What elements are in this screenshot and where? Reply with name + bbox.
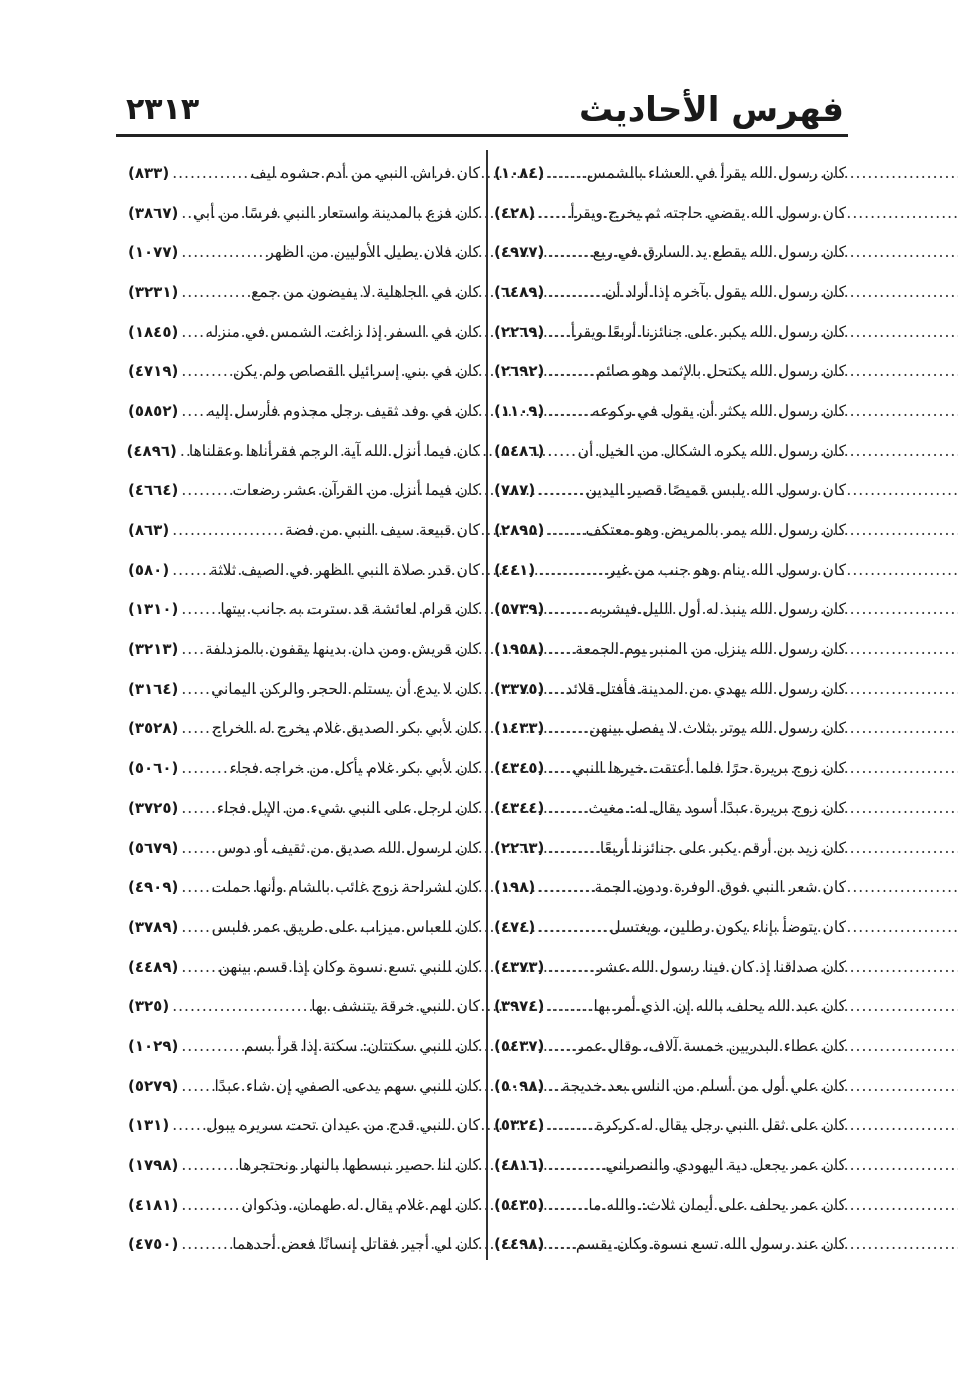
dot-leader (181, 1037, 240, 1055)
entry-text: كان فيما أنزل الله آية الرجم فقرأناها وعقلناها (188, 441, 480, 460)
entry-ref-number: (٤٤٩٨) (494, 1235, 545, 1254)
entry-text: كان على ثقل النبي رجل يقال له كركرة (595, 1116, 846, 1135)
entry-text: كان لشراحة زوج غائب بالشام وأنها حملت (211, 878, 480, 897)
entry-ref-number: (٤٨٩٦) (126, 441, 177, 460)
entry-text: كان رسول الله يقرأ في العشاء بالشمس (586, 163, 846, 182)
dot-leader (181, 1196, 238, 1214)
entry-ref-number: (٣٢٣١) (128, 282, 179, 301)
entry-ref-number: (٤٣٤٥) (494, 759, 545, 778)
dot-leader (181, 1156, 235, 1174)
dot-leader (181, 719, 209, 737)
index-entry (128, 272, 480, 312)
dot-leader (181, 918, 208, 936)
entry-ref-number: (٤١٨١) (128, 1195, 179, 1214)
entry-text: كان رسول الله يمر بالمريض وهو معتكف (585, 521, 846, 540)
entry-text: كان رسول الله يقضي حاجته ثم يخرج ويقرأ (570, 203, 846, 222)
entry-ref-number: (١٣١٠) (128, 600, 179, 619)
entry-text: كان رسول الله ينام وهو جنب من غير (607, 560, 846, 579)
entry-ref-number: (٥٠٩٨) (494, 1076, 545, 1095)
entry-ref-number: (٥٢٧٩) (128, 1076, 179, 1095)
entry-ref-number: (١٠٨٤) (494, 163, 545, 182)
index-entry (128, 669, 480, 709)
dot-leader (180, 442, 186, 460)
entry-ref-number: (٢٢٦٣) (494, 838, 545, 857)
entry-text: كان لرجل على النبي شيء من الإبل فجاء (216, 798, 480, 817)
entry-text: كان عبد الله يحلف بالله إن الذي أمر بها (593, 997, 846, 1016)
entry-text: كان فلان يطيل الأوليين من الظهر (266, 243, 480, 262)
dot-leader (172, 997, 308, 1015)
dot-leader (181, 799, 214, 817)
index-entry (128, 391, 480, 431)
entry-ref-number: (٥٧٣٩) (494, 600, 545, 619)
index-entry (128, 788, 480, 828)
entry-ref-number: (٥٨٠) (128, 560, 170, 579)
entry-text: كان علي أول من أسلم من الناس بعد خديجة (562, 1076, 846, 1095)
entry-ref-number: (٥٤٣٥) (494, 1195, 545, 1214)
entry-text: كان رسول الله يكتحل بالإثمد وهو صائم (595, 362, 846, 381)
index-entry (128, 510, 480, 550)
entry-ref-number: (٣٢١٣) (128, 640, 179, 659)
entry-text: كان عند رسول الله تسع نسوة وكان يقسم (575, 1235, 846, 1254)
entry-text: كان في السفر إذا زاغت الشمس في منزله (205, 322, 480, 341)
index-entry (128, 907, 480, 947)
entry-text: كان رسول الله يقول بآخره إذا أراد أن (604, 282, 846, 301)
dot-leader (181, 402, 204, 420)
index-entry (128, 947, 480, 987)
index-entry (128, 1106, 480, 1146)
dot-leader (172, 521, 282, 539)
index-entry (128, 867, 480, 907)
entry-ref-number: (٣٩٧٤) (494, 997, 545, 1016)
dot-leader (181, 839, 214, 857)
entry-text: كان زوج بريرة عبدًا أسود يقال له: مغيث (588, 798, 846, 817)
entry-ref-number: (١٧٩٨) (128, 1156, 179, 1175)
page-header (118, 88, 846, 132)
entry-text: كان رسول الله يوتر بثلاث لا يفصل بينهن (589, 719, 846, 738)
entry-text: كان لي أجير فقاتل إنسانًا فعض أحدهما (232, 1235, 480, 1254)
index-entry (128, 193, 480, 233)
index-entry (128, 1185, 480, 1225)
entry-ref-number: (١٠٧٧) (128, 243, 179, 262)
entry-text: كان فزع بالمدينة واستعار النبي فرسًا من أبي (192, 203, 480, 222)
index-entry (128, 1225, 480, 1265)
entry-text: كان قدر صلاة النبي الظهر في الصيف ثلاثة (210, 560, 480, 579)
page-number: ٢٣١٣ (126, 92, 200, 127)
dot-leader (181, 323, 202, 341)
dot-leader (172, 561, 207, 579)
entry-ref-number: (٥٦٧٩) (128, 838, 179, 857)
entry-ref-number: (٨٣٣) (128, 163, 170, 182)
entry-text: كان رسول الله يلبس قميصًا قصير اليدين (585, 481, 846, 500)
entry-text: كان رسول الله يكثر أن يقول في ركوعه (591, 401, 846, 420)
dot-leader (181, 283, 248, 301)
entry-ref-number: (٤٦٦٤) (128, 481, 179, 500)
entry-ref-number: (٤٩٠٩) (128, 878, 179, 897)
entry-text: كان لنا حصير نبسطها بالنهار ونحتجرها (238, 1156, 480, 1175)
entry-ref-number: (٥٠٦٠) (128, 759, 179, 778)
entry-text: كان قبيعة سيف النبي من فضة (285, 521, 480, 540)
entry-ref-number: (٤٣٧٣) (494, 957, 545, 976)
index-entry (128, 1145, 480, 1185)
entry-ref-number: (١٨٤٥) (128, 322, 179, 341)
entry-text: كان رسول الله يقطع يد السارق في ربع (592, 243, 846, 262)
entry-text: كان رسول الله يهدي من المدينة فأفتل قلائد (565, 679, 846, 698)
entry-ref-number: (٤٤٨٩) (128, 957, 179, 976)
entry-ref-number: (٧٨٧) (494, 481, 536, 500)
entry-text: كان زوج بريرة حرًا فلما أعتقت خيرها النبي (572, 759, 846, 778)
index-entry (128, 232, 480, 272)
entry-text: كان عمر يجعل دية اليهودي والنصراني (605, 1156, 846, 1175)
entry-ref-number: (٤٣٤٤) (494, 798, 545, 817)
index-entry (128, 748, 480, 788)
entry-text: كان رسول الله ينزل من المنبر يوم الجمعة (575, 640, 846, 659)
entry-text: كان للنبي تسع نسوة وكان إذا قسم بينهن (218, 957, 480, 976)
dot-leader (172, 1116, 203, 1134)
dot-leader (181, 640, 202, 658)
entry-text: كان عطاء البدريين خمسة آلاف، وقال عمر (576, 1036, 846, 1055)
entry-ref-number: (٤٧١٩) (128, 362, 179, 381)
entry-ref-number: (٣٧٨٩) (128, 917, 179, 936)
index-entry (128, 709, 480, 749)
right-column (494, 153, 846, 1264)
index-entry (128, 550, 480, 590)
entry-text: كان للعباس ميزاب على طريق عمر فلبس (211, 917, 480, 936)
entry-text: كان لأبي بكر غلام يأكل من خراجه فجاء (229, 759, 480, 778)
dot-leader (181, 481, 229, 499)
entry-ref-number: (٥٤٨٦) (494, 441, 545, 460)
entry-ref-number: (٤٨١٦) (494, 1156, 545, 1175)
entry-text: كان في وفد ثقيف رجل مجذوم فأرسل إليه (207, 401, 480, 420)
entry-text: كان قريش ومن دان بدينها يقفون بالمزدلفة (204, 640, 480, 659)
dot-leader (181, 243, 263, 261)
index-entry (128, 312, 480, 352)
entry-text: كان للنبي سكتتان: سكتة إذا قرأ بسم (243, 1036, 480, 1055)
dot-leader (181, 680, 208, 698)
entry-ref-number: (٤٧٥٠) (128, 1235, 179, 1254)
entry-text: كان زيد بن أرقم يكبر على جنائزنا أربعًا (599, 838, 846, 857)
index-entry (128, 471, 480, 511)
index-entry (128, 153, 480, 193)
index-entry (128, 629, 480, 669)
entry-text: كان لا يدع أن يستلم الحجر والركن اليماني (211, 679, 480, 698)
dot-leader (181, 204, 190, 222)
entry-ref-number: (١٩٨) (494, 878, 536, 897)
dot-leader (181, 958, 215, 976)
entry-ref-number: (٤٢٨) (494, 203, 536, 222)
entry-ref-number: (٢٢٦٩) (494, 322, 545, 341)
index-entry (128, 590, 480, 630)
entry-text: كان رسول الله يكبر على جنائزنا أربعًا ويقرأ (570, 322, 846, 341)
entry-ref-number: (٥٣٢٤) (494, 1116, 545, 1135)
index-entry (128, 351, 480, 391)
dot-leader (181, 600, 217, 618)
entry-text: كان لأبي بكر الصديق غلام يخرج له الخراج (211, 719, 480, 738)
index-entry (128, 1066, 480, 1106)
entry-text: كان يتوضأ بإناء يكون رطلين، ويغتسل (609, 917, 846, 936)
entry-text: كان رسول الله ينبذ له أول الليل فيشربه (590, 600, 846, 619)
entry-text: كان للنبي خرقة يتنشف بها (311, 997, 480, 1016)
entry-ref-number: (٢٨٩٥) (494, 521, 545, 540)
entry-ref-number: (١٠٢٩) (128, 1036, 179, 1055)
dot-leader (181, 878, 208, 896)
entry-ref-number: (٣٣٧٥) (494, 679, 545, 698)
entry-text: كان صداقنا إذ كان فينا رسول الله عشر (595, 957, 846, 976)
entry-text: كان قرام لعائشة قد سترت به جانب بيتها (220, 600, 480, 619)
entry-text: كان عمر يحلف على أيمان ثلاث: والله ما (588, 1195, 846, 1214)
index-entry (128, 431, 480, 471)
entry-text: كان في الجاهلية لا يفيضون من جمع (251, 282, 480, 301)
dot-leader (181, 759, 226, 777)
entry-ref-number: (٣٨٦٧) (128, 203, 179, 222)
entry-ref-number: (٥٨٥٢) (128, 401, 179, 420)
entry-ref-number: (٤٤١) (494, 560, 536, 579)
entry-ref-number: (٤٧٤) (494, 917, 536, 936)
left-column (128, 153, 480, 1264)
entry-text: كان فيما أنزل من القرآن عشر رضعات (232, 481, 480, 500)
entry-ref-number: (١٩٥٨) (494, 640, 545, 659)
entry-ref-number: (٣١٦٤) (128, 679, 179, 698)
entry-text: كان فراش النبي من أدم حشوه ليف (250, 163, 480, 182)
entry-ref-number: (١٣١) (128, 1116, 170, 1135)
entry-ref-number: (٤٩٧٧) (494, 243, 545, 262)
entry-text: كان لهم غلام يقال له طهمان، وذكوان (241, 1195, 480, 1214)
entry-text: كان رسول الله يكره الشكال من الخيل أن (577, 441, 846, 460)
header-rule (116, 134, 848, 137)
entry-ref-number: (١٤٣٣) (494, 719, 545, 738)
index-entry (128, 1026, 480, 1066)
entry-ref-number: (٦٤٨٩) (494, 282, 545, 301)
index-entry (128, 986, 480, 1026)
entry-ref-number: (٨٦٣) (128, 521, 170, 540)
entry-text: كان في بني إسرائيل القصاص ولم يكن (232, 362, 480, 381)
entry-ref-number: (٥٤٣٧) (494, 1036, 545, 1055)
page-title: فهرس الأحاديث (578, 90, 844, 130)
entry-text: كان للنبي سهم يدعى الصفي إن شاء عبدًا (214, 1076, 480, 1095)
index-entry (128, 828, 480, 868)
entry-text: كان لرسول الله صديق من ثقيف أو دوس (217, 838, 480, 857)
entry-ref-number: (٣٥٢٨) (128, 719, 179, 738)
entry-ref-number: (٢٦٩٢) (494, 362, 545, 381)
dot-leader (181, 1235, 229, 1253)
entry-ref-number: (١١٠٩) (494, 401, 545, 420)
entry-ref-number: (٣٢٥) (128, 997, 170, 1016)
entry-text: كان للنبي قدح من عيدان تحت سريره يبول (206, 1116, 480, 1135)
entry-ref-number: (٣٧٢٥) (128, 798, 179, 817)
dot-leader (181, 362, 230, 380)
entry-text: كان شعر النبي فوق الوفرة ودون الجمة (594, 878, 846, 897)
dot-leader (181, 1077, 211, 1095)
dot-leader (172, 164, 247, 182)
